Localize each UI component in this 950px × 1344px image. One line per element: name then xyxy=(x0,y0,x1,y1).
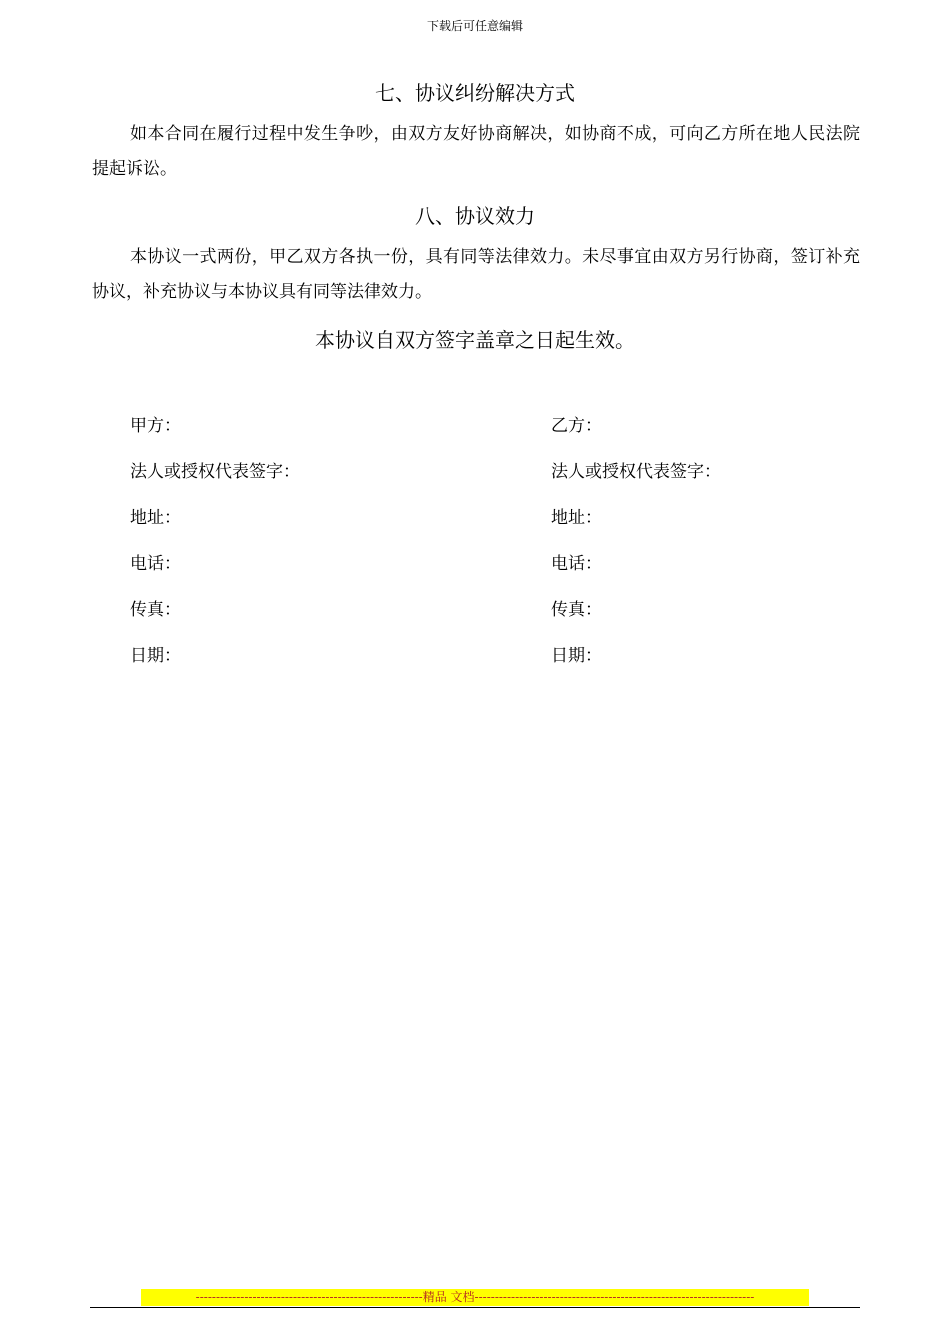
section-7-body: 如本合同在履行过程中发生争吵，由双方友好协商解决，如协商不成，可向乙方所在地人民法院提起诉讼。 xyxy=(92,124,860,179)
section-7-title: 七、协议纠纷解决方式 xyxy=(375,81,575,105)
section-8-body: 本协议一式两份，甲乙双方各执一份，具有同等法律效力。未尽事宜由双方另行协商，签订补充协议，补充协议与本协议具有同等法律效力。 xyxy=(92,247,860,302)
footer-watermark-band: --------------------------------------------------------精品 文档--------------------------------------------------------------------- xyxy=(141,1289,809,1306)
party-a-rep-label: 法人或授权代表签字： xyxy=(130,462,300,482)
section-8-title: 八、协议效力 xyxy=(415,204,535,228)
party-a-address-label: 地址： xyxy=(130,508,181,528)
effective-statement: 本协议自双方签字盖章之日起生效。 xyxy=(315,328,635,352)
party-b-address-label: 地址： xyxy=(551,508,602,528)
party-a-date-label: 日期： xyxy=(130,646,181,666)
party-b-fax-label: 传真： xyxy=(551,600,602,620)
party-a-fax-label: 传真： xyxy=(130,600,181,620)
party-b-phone-label: 电话： xyxy=(551,554,602,574)
party-b-date-label: 日期： xyxy=(551,646,602,666)
party-a-signature-block xyxy=(130,414,510,690)
party-a-name-label: 甲方： xyxy=(130,416,181,436)
footer-divider xyxy=(90,1307,860,1308)
page-header-note: 下载后可任意编辑 xyxy=(426,19,523,33)
party-a-phone-label: 电话： xyxy=(130,554,181,574)
party-b-signature-block xyxy=(551,414,931,690)
party-b-rep-label: 法人或授权代表签字： xyxy=(551,462,721,482)
party-b-name-label: 乙方： xyxy=(551,416,602,436)
